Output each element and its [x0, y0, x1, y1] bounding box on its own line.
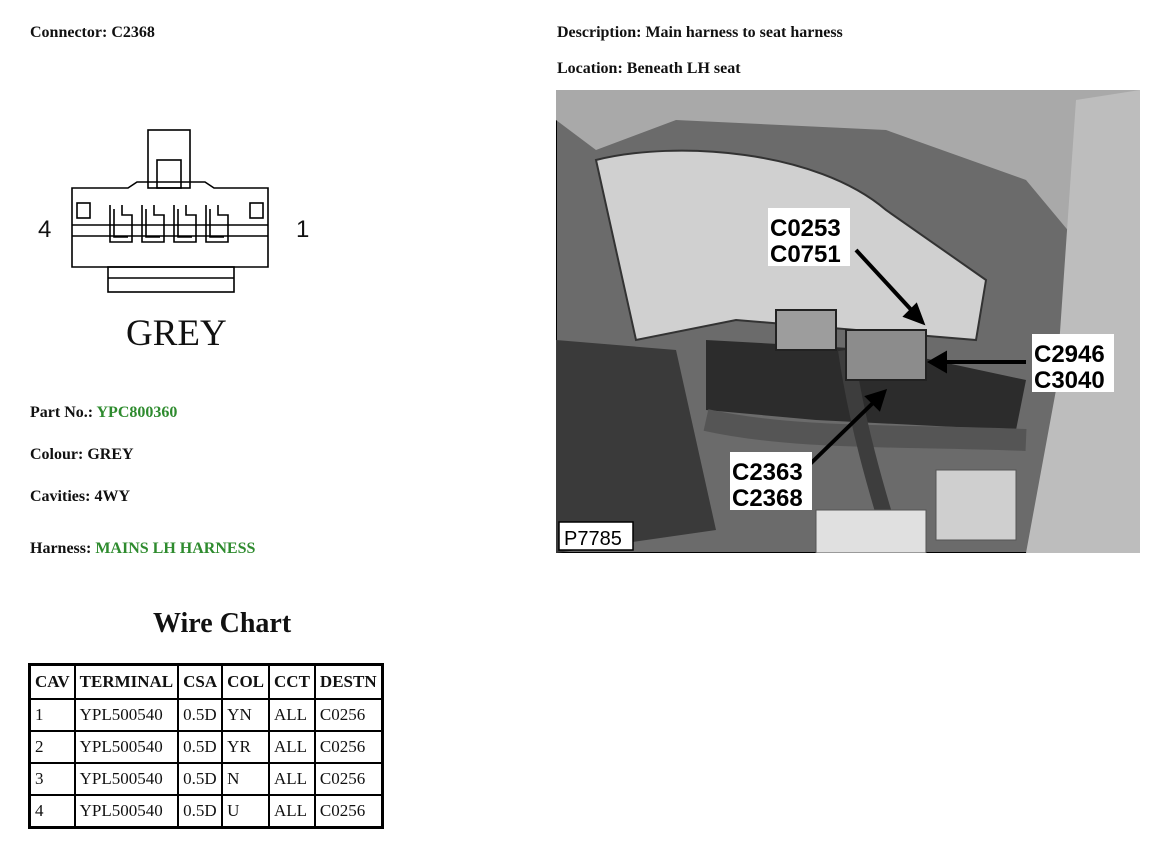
cell-csa: 0.5D — [178, 795, 222, 828]
colour-value: GREY — [87, 446, 134, 463]
harness-label: Harness: — [30, 540, 92, 557]
photo-reference: P7785 — [564, 528, 622, 550]
connector-latch — [148, 130, 190, 188]
connector-base — [108, 267, 234, 292]
part-no-row — [30, 404, 177, 422]
cell-col: YN — [222, 699, 269, 731]
cavities-row — [30, 488, 130, 506]
cell-csa: 0.5D — [178, 699, 222, 731]
connector-label-text: Connector: — [30, 24, 108, 41]
wire-chart-title: Wire Chart — [153, 608, 292, 639]
cell-col: U — [222, 795, 269, 828]
header-destn: DESTN — [315, 665, 382, 700]
description-label — [557, 24, 843, 42]
cell-terminal: YPL500540 — [75, 699, 179, 731]
colour-row — [30, 446, 134, 464]
pin-label-right: 1 — [296, 216, 310, 243]
callout-c0253: C0253 — [770, 215, 841, 242]
cell-terminal: YPL500540 — [75, 795, 179, 828]
header-col: COL — [222, 665, 269, 700]
location-photo — [556, 90, 1140, 553]
cell-csa: 0.5D — [178, 763, 222, 795]
cavities-value: 4WY — [94, 488, 130, 505]
cell-col: YR — [222, 731, 269, 763]
callout-c2946: C2946 — [1034, 341, 1105, 368]
location-value: Beneath LH seat — [626, 60, 741, 77]
cell-destn: C0256 — [315, 763, 382, 795]
location-label — [557, 60, 741, 78]
cell-col: N — [222, 763, 269, 795]
header-terminal: TERMINAL — [75, 665, 179, 700]
cell-cav: 1 — [30, 699, 75, 731]
cell-csa: 0.5D — [178, 731, 222, 763]
callout-c2363: C2363 — [732, 459, 803, 486]
description-label-text: Description: — [557, 24, 642, 41]
connector-key-right — [250, 203, 263, 218]
pin-label-left: 4 — [38, 216, 52, 243]
location-label-text: Location: — [557, 60, 623, 77]
callout-c2368: C2368 — [732, 485, 803, 512]
cell-terminal: YPL500540 — [75, 763, 179, 795]
table-row — [30, 731, 383, 763]
cell-cav: 2 — [30, 731, 75, 763]
table-header-row — [30, 665, 383, 700]
cell-destn: C0256 — [315, 731, 382, 763]
cell-cct: ALL — [269, 699, 315, 731]
callout-c0751: C0751 — [770, 241, 841, 268]
harness-row — [30, 540, 255, 558]
header-csa: CSA — [178, 665, 222, 700]
diagram-colour-text: GREY — [126, 313, 227, 354]
table-row — [30, 699, 383, 731]
header-cct: CCT — [269, 665, 315, 700]
wire-chart-table — [28, 663, 384, 829]
connector-latch-window — [157, 160, 181, 188]
connector-key-left — [77, 203, 90, 218]
cell-cav: 3 — [30, 763, 75, 795]
part-no-value: YPC800360 — [96, 404, 178, 421]
part-no-label: Part No.: — [30, 404, 94, 421]
header-cav: CAV — [30, 665, 75, 700]
connector-id: C2368 — [111, 24, 155, 41]
table-row — [30, 795, 383, 828]
cell-destn: C0256 — [315, 699, 382, 731]
cell-cct: ALL — [269, 731, 315, 763]
cavities-label: Cavities: — [30, 488, 91, 505]
connector-diagram — [20, 115, 340, 365]
table-row — [30, 763, 383, 795]
colour-label: Colour: — [30, 446, 84, 463]
connector-label — [30, 24, 155, 42]
callout-c3040: C3040 — [1034, 367, 1105, 394]
cell-cav: 4 — [30, 795, 75, 828]
cell-destn: C0256 — [315, 795, 382, 828]
cell-cct: ALL — [269, 795, 315, 828]
harness-value: MAINS LH HARNESS — [95, 540, 256, 557]
description-value: Main harness to seat harness — [645, 24, 843, 41]
cell-cct: ALL — [269, 763, 315, 795]
cell-terminal: YPL500540 — [75, 731, 179, 763]
